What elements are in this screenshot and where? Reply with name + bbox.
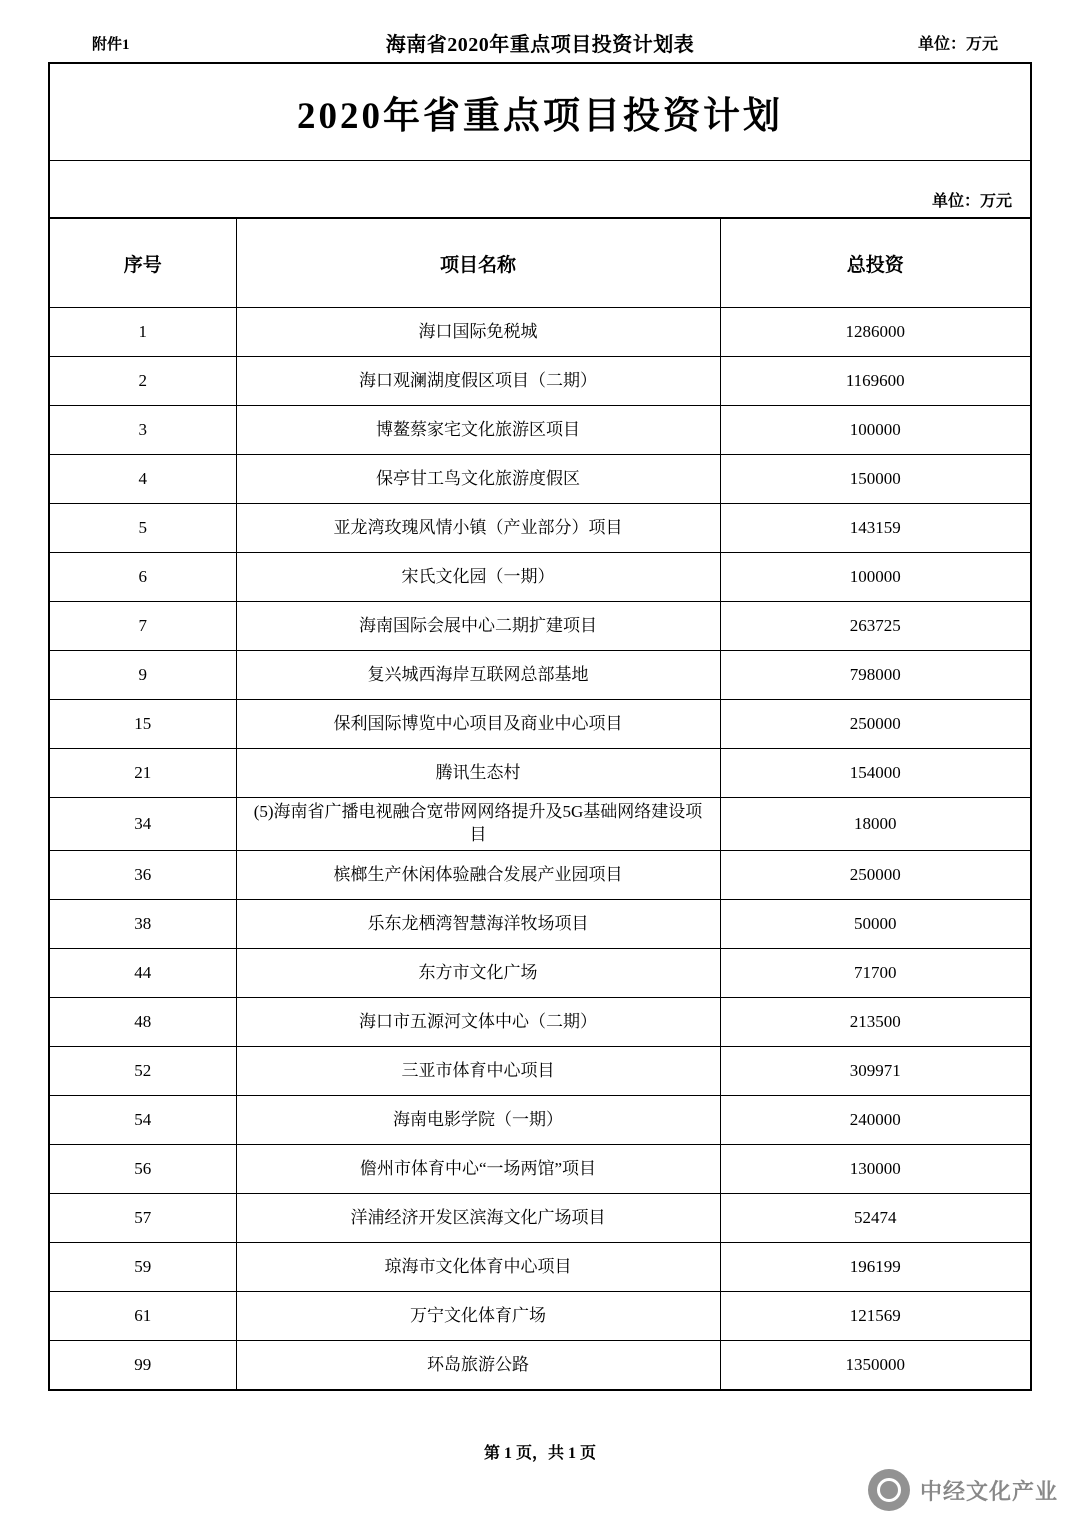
column-header-amount: 总投资	[720, 219, 1030, 308]
cell-index: 44	[50, 949, 236, 998]
cell-index: 6	[50, 553, 236, 602]
column-header-index: 序号	[50, 219, 236, 308]
title-band	[50, 64, 1030, 161]
cell-name: 琼海市文化体育中心项目	[236, 1243, 720, 1292]
brand-name: 中经文化产业	[919, 1478, 1058, 1504]
cell-name: 海南电影学院（一期）	[236, 1096, 720, 1145]
cell-index: 61	[50, 1292, 236, 1341]
cell-name: 海口国际免税城	[236, 308, 720, 357]
attachment-label: 附件1	[92, 37, 130, 53]
header-unit-note: 单位：万元	[917, 36, 998, 53]
cell-name: 海口观澜湖度假区项目（二期）	[236, 357, 720, 406]
unit-note: 单位：万元	[931, 193, 1012, 210]
column-header-name: 项目名称	[236, 219, 720, 308]
table-row	[50, 651, 1030, 700]
table-header-row	[50, 219, 1030, 308]
table-row	[50, 504, 1030, 553]
cell-index: 21	[50, 749, 236, 798]
cell-index: 52	[50, 1047, 236, 1096]
cell-amount: 240000	[720, 1096, 1030, 1145]
cell-amount: 309971	[720, 1047, 1030, 1096]
cell-amount: 71700	[720, 949, 1030, 998]
cell-name: 万宁文化体育广场	[236, 1292, 720, 1341]
cell-index: 4	[50, 455, 236, 504]
table-row	[50, 1194, 1030, 1243]
cell-name: 乐东龙栖湾智慧海洋牧场项目	[236, 900, 720, 949]
cell-amount: 263725	[720, 602, 1030, 651]
cell-index: 57	[50, 1194, 236, 1243]
table-row	[50, 553, 1030, 602]
cell-amount: 52474	[720, 1194, 1030, 1243]
page-title: 2020年省重点项目投资计划	[297, 96, 783, 137]
cell-name: 腾讯生态村	[236, 749, 720, 798]
cell-index: 59	[50, 1243, 236, 1292]
cell-name: 保亭甘工鸟文化旅游度假区	[236, 455, 720, 504]
table-row	[50, 1145, 1030, 1194]
cell-amount: 250000	[720, 700, 1030, 749]
investment-plan-table	[50, 219, 1030, 1389]
table-row	[50, 308, 1030, 357]
cell-index: 7	[50, 602, 236, 651]
cell-index: 5	[50, 504, 236, 553]
cell-index: 1	[50, 308, 236, 357]
cell-amount: 50000	[720, 900, 1030, 949]
cell-index: 56	[50, 1145, 236, 1194]
cell-name: 环岛旅游公路	[236, 1341, 720, 1390]
cell-amount: 798000	[720, 651, 1030, 700]
cell-name: 复兴城西海岸互联网总部基地	[236, 651, 720, 700]
cell-name: 宋氏文化园（一期）	[236, 553, 720, 602]
table-row	[50, 602, 1030, 651]
table-row	[50, 1292, 1030, 1341]
cell-name: 东方市文化广场	[236, 949, 720, 998]
cell-name: 三亚市体育中心项目	[236, 1047, 720, 1096]
document-header-title: 海南省2020年重点项目投资计划表	[385, 34, 695, 56]
cell-amount: 121569	[720, 1292, 1030, 1341]
table-row	[50, 851, 1030, 900]
table-row	[50, 949, 1030, 998]
cell-amount: 1350000	[720, 1341, 1030, 1390]
table-row	[50, 998, 1030, 1047]
unit-band	[50, 161, 1030, 219]
cell-index: 99	[50, 1341, 236, 1390]
cell-index: 15	[50, 700, 236, 749]
table-row	[50, 900, 1030, 949]
cell-index: 36	[50, 851, 236, 900]
table-row	[50, 798, 1030, 851]
cell-amount: 100000	[720, 553, 1030, 602]
cell-amount: 213500	[720, 998, 1030, 1047]
cell-amount: 1286000	[720, 308, 1030, 357]
page-footer: 第 1 页，共 1 页	[483, 1445, 596, 1462]
document-frame	[48, 62, 1032, 1391]
cell-amount: 143159	[720, 504, 1030, 553]
cell-amount: 196199	[720, 1243, 1030, 1292]
cell-index: 9	[50, 651, 236, 700]
table-row	[50, 357, 1030, 406]
cell-index: 54	[50, 1096, 236, 1145]
cell-name: 儋州市体育中心“一场两馆”项目	[236, 1145, 720, 1194]
table-row	[50, 455, 1030, 504]
table-row	[50, 1096, 1030, 1145]
brand-watermark	[868, 1469, 1058, 1511]
cell-amount: 130000	[720, 1145, 1030, 1194]
table-row	[50, 700, 1030, 749]
table-row	[50, 1341, 1030, 1390]
brand-logo-icon	[868, 1469, 910, 1511]
cell-name: 海南国际会展中心二期扩建项目	[236, 602, 720, 651]
cell-amount: 250000	[720, 851, 1030, 900]
table-row	[50, 406, 1030, 455]
cell-index: 34	[50, 798, 236, 851]
cell-index: 2	[50, 357, 236, 406]
cell-amount: 18000	[720, 798, 1030, 851]
cell-name: 保利国际博览中心项目及商业中心项目	[236, 700, 720, 749]
cell-name: 洋浦经济开发区滨海文化广场项目	[236, 1194, 720, 1243]
table-row	[50, 749, 1030, 798]
cell-index: 38	[50, 900, 236, 949]
cell-amount: 100000	[720, 406, 1030, 455]
table-row	[50, 1243, 1030, 1292]
cell-index: 48	[50, 998, 236, 1047]
cell-amount: 1169600	[720, 357, 1030, 406]
cell-amount: 150000	[720, 455, 1030, 504]
document-header	[0, 28, 1080, 62]
table-row	[50, 1047, 1030, 1096]
cell-name: 海口市五源河文体中心（二期）	[236, 998, 720, 1047]
cell-name: (5)海南省广播电视融合宽带网网络提升及5G基础网络建设项目	[236, 798, 720, 851]
cell-amount: 154000	[720, 749, 1030, 798]
cell-index: 3	[50, 406, 236, 455]
cell-name: 亚龙湾玫瑰风情小镇（产业部分）项目	[236, 504, 720, 553]
cell-name: 博鳌蔡家宅文化旅游区项目	[236, 406, 720, 455]
cell-name: 槟榔生产休闲体验融合发展产业园项目	[236, 851, 720, 900]
